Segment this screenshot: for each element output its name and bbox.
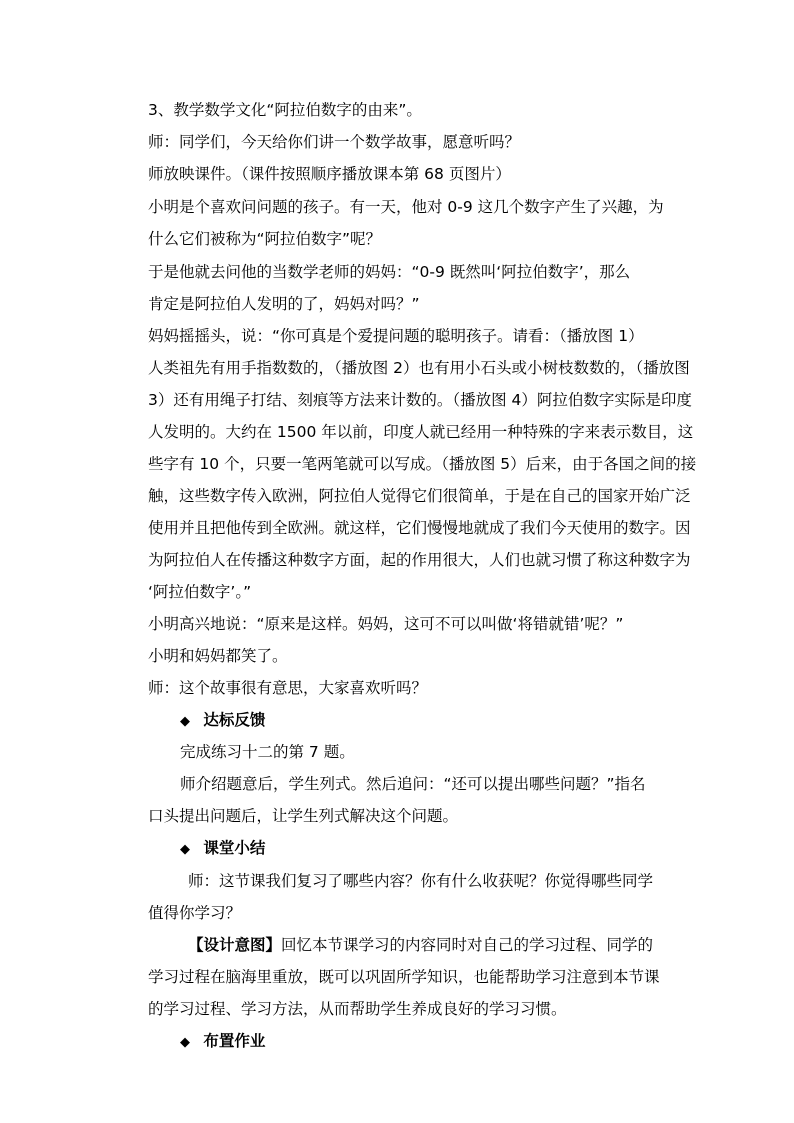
paragraph-line: 些字有 10 个，只要一笔两笔就可以写成。（播放图 5）后来，由于各国之间的接 [148,455,697,473]
paragraph-line: 3）还有用绳子打结、刻痕等方法来计数的。（播放图 4）阿拉伯数字实际是印度 [148,391,692,409]
section-title-arabic-numerals: 3、教学数学文化“阿拉伯数字的由来”。 [148,101,422,119]
paragraph-line: 师：同学们，今天给你们讲一个数学故事，愿意听吗？ [148,133,521,151]
heading-homework [180,1030,265,1054]
design-intent-line [188,934,653,956]
paragraph-line: 师：这个故事很有意思，大家喜欢听吗？ [148,679,428,697]
paragraph-line: 于是他就去问他的当数学老师的妈妈：“0-9 既然叫‘阿拉伯数字’，那么 [148,263,631,281]
heading-summary [180,837,265,861]
paragraph-line: 妈妈摇摇头，说：“你可真是个爱提问题的聪明孩子。请看：（播放图 1） [148,327,644,345]
paragraph-line: 师：这节课我们复习了哪些内容？你有什么收获呢？你觉得哪些同学 [188,872,654,890]
paragraph-line: 小明是个喜欢问问题的孩子。有一天，他对 0-9 这几个数字产生了兴趣，为 [148,198,664,216]
paragraph-line: 小明高兴地说：“原来是这样。妈妈，这可不可以叫做‘将错就错’呢？” [148,615,624,633]
paragraph-line: 师放映课件。（课件按照顺序播放课本第 68 页图片） [148,165,511,183]
paragraph-line: ‘阿拉伯数字’。” [148,583,252,601]
diamond-bullet-icon: ◆ [180,1035,190,1050]
paragraph-line: 师介绍题意后，学生列式。然后追问：“还可以提出哪些问题？”指名 [180,775,646,793]
paragraph-line: 人类祖先有用手指数数的，（播放图 2）也有用小石头或小树枝数数的，（播放图 [148,359,690,377]
paragraph-line: 的学习过程、学习方法，从而帮助学生养成良好的学习习惯。 [148,1000,567,1018]
paragraph-line: 学习过程在脑海里重放，既可以巩固所学知识，也能帮助学习注意到本节课 [148,968,660,986]
design-intent-text: 回忆本节课学习的内容同时对自己的学习过程、同学的 [281,936,654,954]
heading-feedback [180,709,265,733]
paragraph-line: 人发明的。大约在 1500 年以前，印度人就已经用一种特殊的字来表示数目，这 [148,423,694,441]
paragraph-line: 肯定是阿拉伯人发明的了，妈妈对吗？” [148,295,420,313]
paragraph-line: 为阿拉伯人在传播这种数字方面，起的作用很大，人们也就习惯了称这种数字为 [148,551,691,569]
paragraph-line: 完成练习十二的第 7 题。 [180,743,355,761]
heading-feedback-label: 达标反馈 [203,711,266,729]
paragraph-line: 口头提出问题后，让学生列式解决这个问题。 [148,807,459,825]
paragraph-line: 触，这些数字传入欧洲，阿拉伯人觉得它们很简单，于是在自己的国家开始广泛 [148,487,691,505]
design-intent-label: 【设计意图】 [188,936,282,954]
paragraph-line: 小明和妈妈都笑了。 [148,647,288,665]
diamond-bullet-icon: ◆ [180,714,190,729]
paragraph-line: 什么它们被称为“阿拉伯数字”呢？ [148,230,382,248]
diamond-bullet-icon: ◆ [180,842,190,857]
paragraph-line: 使用并且把他传到全欧洲。就这样，它们慢慢地就成了我们今天使用的数字。因 [148,519,691,537]
heading-summary-label: 课堂小结 [203,839,266,857]
paragraph-line: 值得你学习？ [148,904,242,922]
heading-homework-label: 布置作业 [203,1032,266,1050]
